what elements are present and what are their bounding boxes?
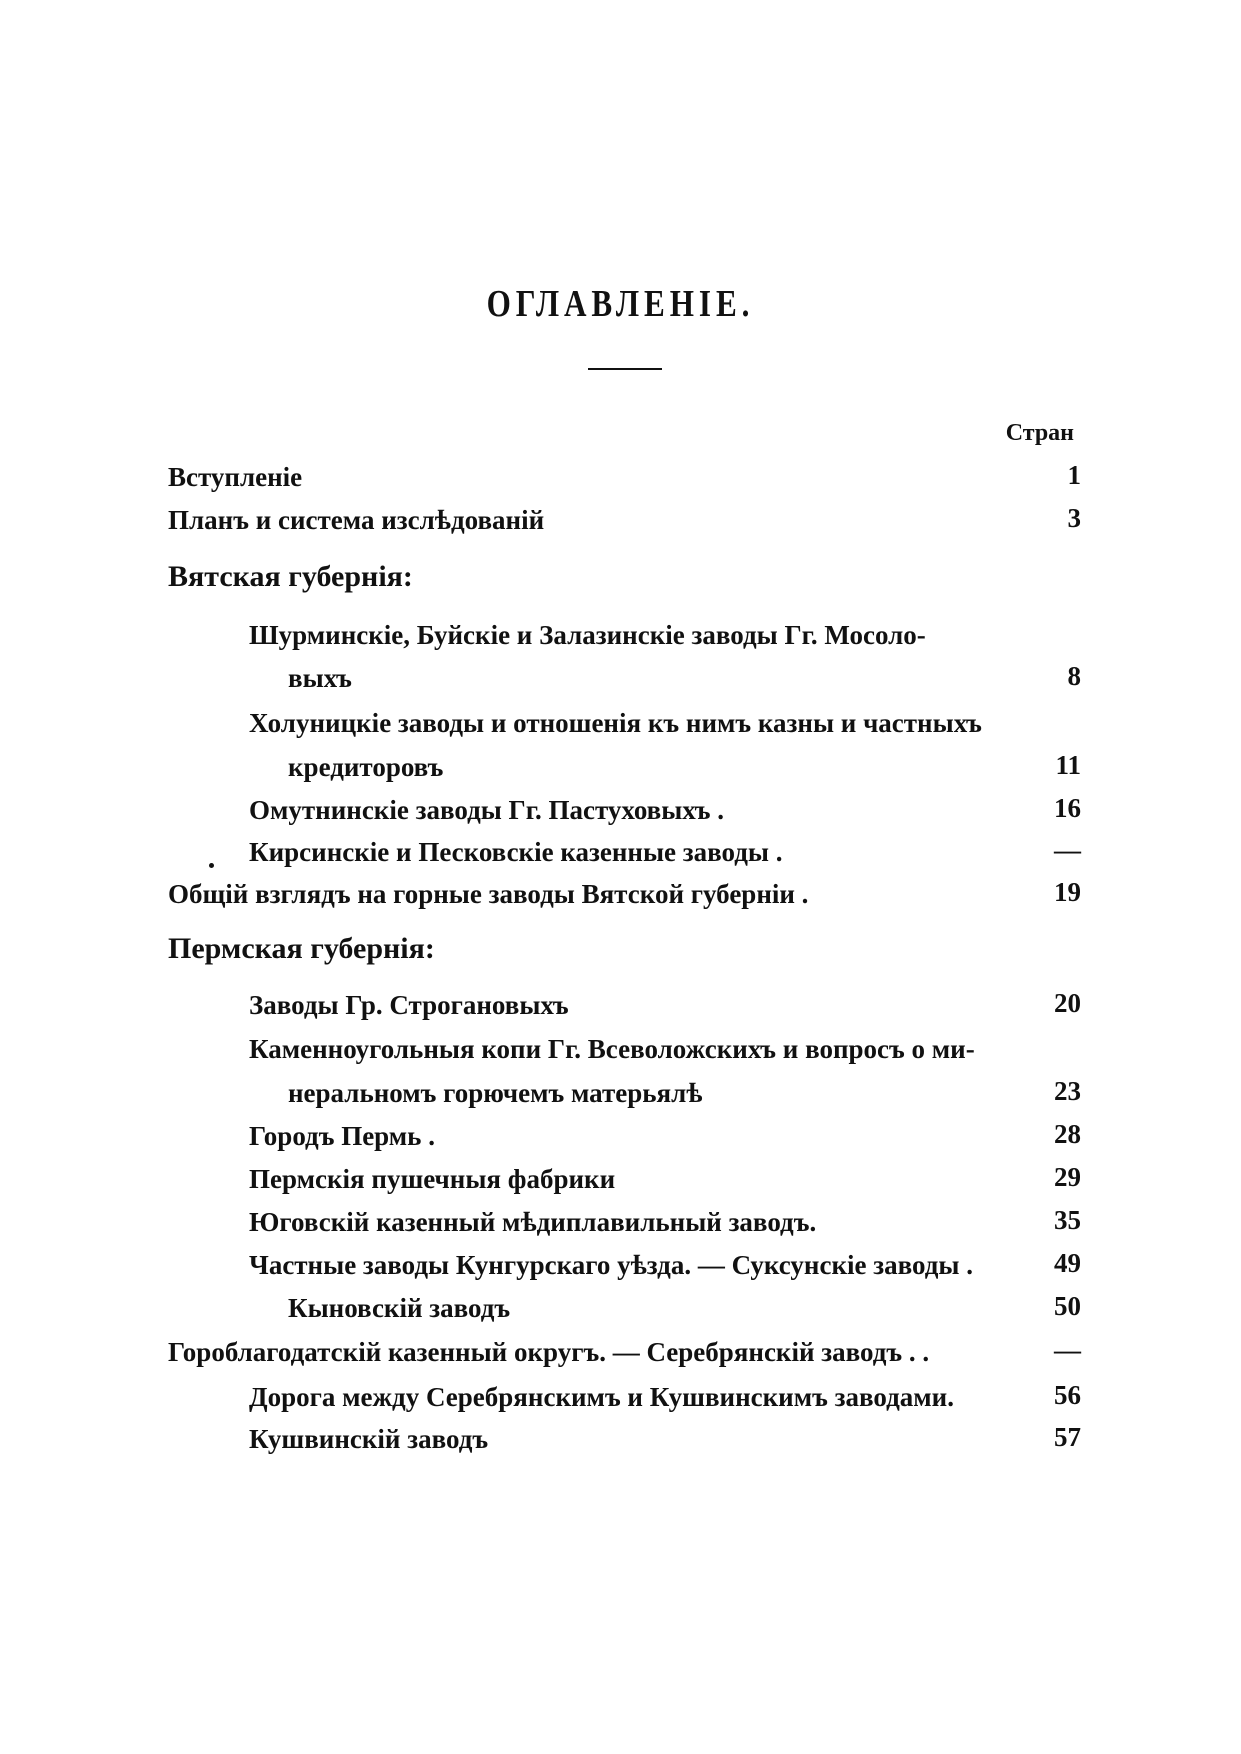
toc-entry-text: Шурминскіе, Буйскіе и Залазинскіе заводы Гг. Мосоло- [249,620,926,650]
toc-entry-text: выхъ [288,663,352,693]
print-speck [209,863,214,868]
page-title: ОГЛАВЛЕНІЕ. [486,283,755,325]
toc-entry-text: Омутнинскіе заводы Гг. Пастуховыхъ . [249,795,725,825]
page-column-header: Стран [1005,420,1074,446]
toc-entry-page: 35 [1054,1205,1081,1235]
toc-entry-page: 16 [1054,793,1081,823]
toc-section-heading-text: Вятская губернія: [168,560,413,593]
toc-entry-page: — [1054,835,1081,865]
toc-entry-text: Кушвинскій заводъ [249,1424,489,1454]
toc-entry-text: неральномъ горючемъ матерьялѣ [288,1078,703,1108]
toc-entry-text: Городъ Пермь . [249,1121,435,1151]
toc-entry-page: 28 [1054,1119,1081,1149]
toc-entry-text: Частные заводы Кунгурскаго уѣзда. — Суксунскіе заводы . [249,1250,973,1280]
toc-entry-page: 1 [1067,460,1081,490]
toc-entry-text: Заводы Гр. Строгановыхъ [249,990,569,1020]
toc-entry-text: Кыновскій заводъ [288,1293,511,1323]
toc-entry-text: Планъ и система изслѣдованій [168,505,545,535]
toc-entry-page: 11 [1055,750,1081,780]
toc-entry-text: Юговскій казенный мѣдиплавильный заводъ. [249,1207,817,1237]
toc-entry-text: Холуницкіе заводы и отношенія къ нимъ казны и частныхъ [249,708,982,738]
toc-entry-page: 20 [1054,988,1081,1018]
toc-section-heading-text: Пермская губернія: [168,932,435,965]
toc-entry-page: 19 [1054,877,1081,907]
toc-entry-text: кредиторовъ [288,752,444,782]
toc-entry-text: Гороблагодатскій казенный округъ. — Серебрянскій заводъ . . [168,1337,930,1367]
toc-entry-text: Кирсинскіе и Песковскіе казенные заводы . [249,837,783,867]
toc-entry-page: 50 [1054,1291,1081,1321]
toc-entry-text: Пермскія пушечныя фабрики [249,1164,616,1194]
toc-entry-page: 57 [1054,1422,1081,1452]
toc-entry-page: 8 [1067,661,1081,691]
toc-entry-text: Дорога между Серебрянскимъ и Кушвинскимъ заводами. [249,1382,954,1412]
toc-entry-page: 3 [1067,503,1081,533]
toc-entry-page: — [1054,1335,1081,1365]
toc-entry-page: 49 [1054,1248,1081,1278]
toc-entry-text: Общій взглядъ на горные заводы Вятской губерніи . [168,879,809,909]
toc-entry-page: 56 [1054,1380,1081,1410]
toc-entry-page: 23 [1054,1076,1081,1106]
toc-entry-text: Каменноугольныя копи Гг. Всеволожскихъ и вопросъ о ми- [249,1034,975,1064]
toc-entry-text: Вступленіе [168,462,303,492]
toc-entry-page: 29 [1054,1162,1081,1192]
